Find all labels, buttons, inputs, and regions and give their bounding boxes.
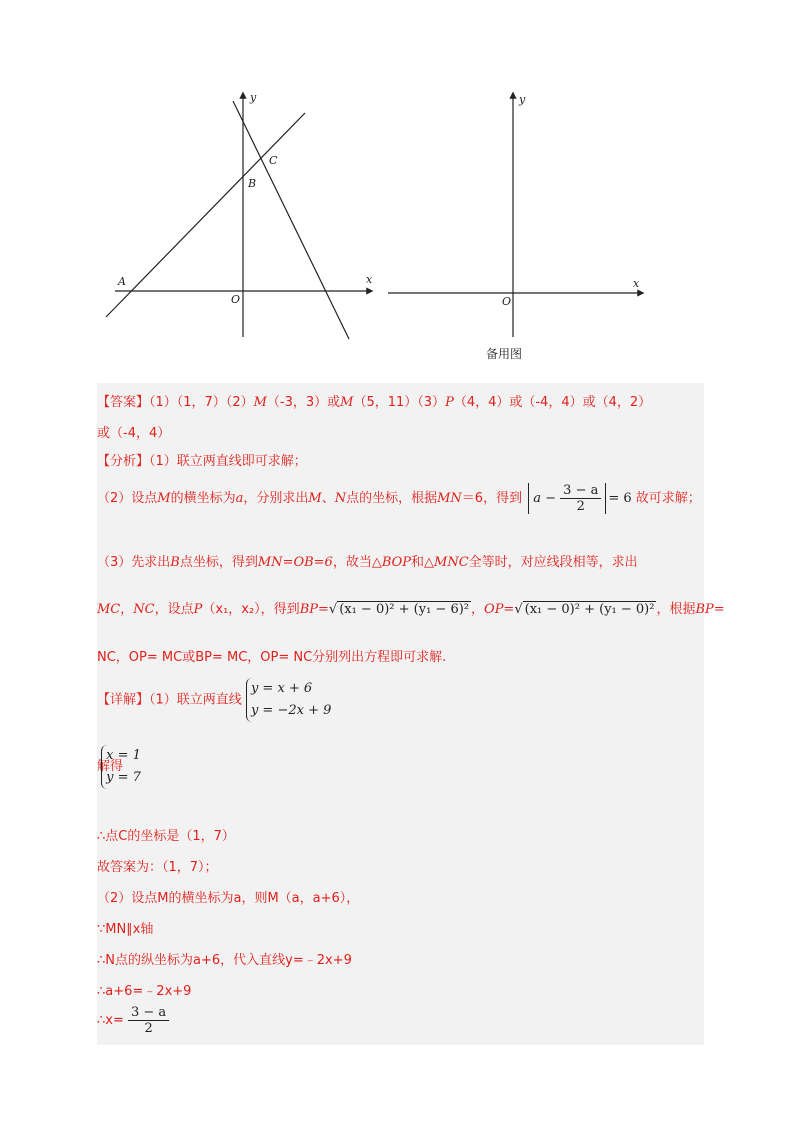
answer-text: （-3，3）或 bbox=[266, 395, 341, 410]
label-x: x bbox=[366, 273, 373, 286]
answer-line-1 bbox=[97, 391, 651, 410]
sqrt-bp: √ (x₁ − 0)² + (y₁ − 6)² bbox=[328, 602, 470, 617]
detail-line-4: ∴N点的纵坐标为a+6，代入直线y=﹣2x+9 bbox=[97, 953, 352, 968]
detail-c-line: ∴点C的坐标是（1，7） bbox=[97, 829, 235, 844]
detail-solution bbox=[97, 745, 141, 789]
var-m: M bbox=[253, 395, 267, 410]
text: ＝6，得到 bbox=[461, 491, 523, 506]
equals-six: = 6 bbox=[608, 491, 632, 506]
minus: − bbox=[545, 491, 557, 506]
var-bp: BP= bbox=[299, 602, 329, 617]
text: ，根据 bbox=[656, 602, 696, 617]
radicand: (x₁ − 0)² + (y₁ − 6)² bbox=[339, 602, 470, 617]
label-y: y bbox=[519, 93, 526, 106]
solution-system bbox=[101, 745, 141, 789]
solution-y: y = 7 bbox=[106, 770, 141, 785]
label-o: O bbox=[502, 295, 512, 308]
detail-answer-line: 故答案为：（1，7）； bbox=[97, 860, 218, 875]
fraction bbox=[560, 483, 601, 514]
var-a: a bbox=[533, 491, 541, 506]
label-c: C bbox=[269, 154, 278, 167]
text: ， bbox=[471, 602, 485, 617]
numerator: 3 − a bbox=[128, 1005, 169, 1021]
detail-line-2: （2）设点M的横坐标为a，则M（a，a+6）， bbox=[97, 891, 360, 906]
var-mn: MN bbox=[437, 491, 462, 506]
var-op: OP= bbox=[484, 602, 515, 617]
detail-line-6 bbox=[97, 1005, 169, 1036]
text: ，故当△ bbox=[332, 555, 382, 570]
text: 点坐标，得到 bbox=[179, 555, 258, 570]
text: ∴x= bbox=[97, 1013, 124, 1028]
equation-1: y = x + 6 bbox=[250, 681, 313, 696]
fraction bbox=[128, 1005, 169, 1036]
analysis-tag: 【分析】 bbox=[97, 454, 150, 469]
text: 点的坐标，根据 bbox=[346, 491, 438, 506]
equation-2: y = −2x + 9 bbox=[250, 703, 332, 718]
analysis-line-5: NC，OP= MC或BP= MC，OP= NC分别列出方程即可求解. bbox=[97, 650, 447, 665]
equation-system bbox=[246, 678, 331, 722]
text: 和△ bbox=[411, 555, 435, 570]
text: （x₁，x₂），得到 bbox=[202, 602, 300, 617]
var-n: N bbox=[334, 491, 347, 506]
text: （2）设点 bbox=[97, 491, 158, 506]
text: ， bbox=[120, 602, 134, 617]
label-a: A bbox=[118, 275, 126, 288]
expr: MN=OB=6 bbox=[257, 555, 333, 570]
var-mnc: MNC bbox=[434, 555, 469, 570]
solution-panel bbox=[97, 383, 725, 1045]
label-x: x bbox=[633, 277, 640, 290]
analysis-line-4 bbox=[97, 598, 725, 617]
text: （1）联立两直线 bbox=[149, 692, 242, 708]
answer-text: （5，11）（3） bbox=[353, 395, 446, 410]
var-mc: MC bbox=[97, 602, 121, 617]
var-m: M bbox=[157, 491, 171, 506]
line-ab bbox=[106, 113, 305, 317]
text: 的横坐标为 bbox=[170, 491, 236, 506]
denominator: 2 bbox=[144, 1021, 153, 1036]
label-o: O bbox=[231, 293, 241, 306]
solution-x: x = 1 bbox=[106, 748, 141, 763]
analysis-line-1 bbox=[97, 450, 307, 469]
text: 解得 bbox=[97, 759, 124, 774]
text: 全等时，对应线段相等，求出 bbox=[468, 555, 638, 570]
line-bc bbox=[233, 101, 349, 339]
detail-line-3: ∵MN∥x轴 bbox=[97, 922, 154, 937]
text: 故可求解； bbox=[635, 491, 701, 506]
answer-text: （1）（1，7）（2） bbox=[149, 395, 254, 410]
detail-line-5: ∴a+6=﹣2x+9 bbox=[97, 984, 192, 999]
denominator: 2 bbox=[576, 499, 585, 514]
detail-tag: 【详解】 bbox=[97, 692, 150, 708]
coordinate-figure-2 bbox=[385, 85, 650, 345]
analysis-line-3 bbox=[97, 551, 638, 570]
figure-caption: 备用图 bbox=[486, 347, 523, 361]
text: （3）先求出 bbox=[97, 555, 171, 570]
text: ，设点 bbox=[154, 602, 194, 617]
sqrt-op: √ (x₁ − 0)² + (y₁ − 0)² bbox=[514, 602, 655, 617]
abs-formula bbox=[528, 483, 606, 514]
radicand: (x₁ − 0)² + (y₁ − 0)² bbox=[524, 602, 655, 617]
answer-tag: 【答案】 bbox=[97, 395, 150, 410]
var-nc: NC bbox=[133, 602, 155, 617]
detail-line-1 bbox=[97, 678, 331, 722]
label-y: y bbox=[250, 91, 257, 104]
text: ，分别求出 bbox=[243, 491, 309, 506]
var-p: P bbox=[193, 602, 203, 617]
analysis-line-2 bbox=[97, 483, 701, 514]
numerator: 3 − a bbox=[560, 483, 601, 499]
text: 、 bbox=[321, 491, 335, 506]
label-b: B bbox=[248, 177, 257, 190]
var-a: a bbox=[235, 491, 244, 506]
answer-line-2: 或（-4，4） bbox=[97, 426, 171, 441]
var-bop: BOP bbox=[381, 555, 412, 570]
var-bp: BP= bbox=[695, 602, 725, 617]
answer-text: （4，4）或（-4，4）或（4，2） bbox=[453, 395, 652, 410]
var-m: M bbox=[308, 491, 322, 506]
analysis-text: （1）联立两直线即可求解； bbox=[149, 454, 307, 469]
var-p: P bbox=[445, 395, 454, 410]
coordinate-figure-1 bbox=[100, 85, 385, 345]
var-m: M bbox=[340, 395, 354, 410]
var-b: B bbox=[170, 555, 180, 570]
